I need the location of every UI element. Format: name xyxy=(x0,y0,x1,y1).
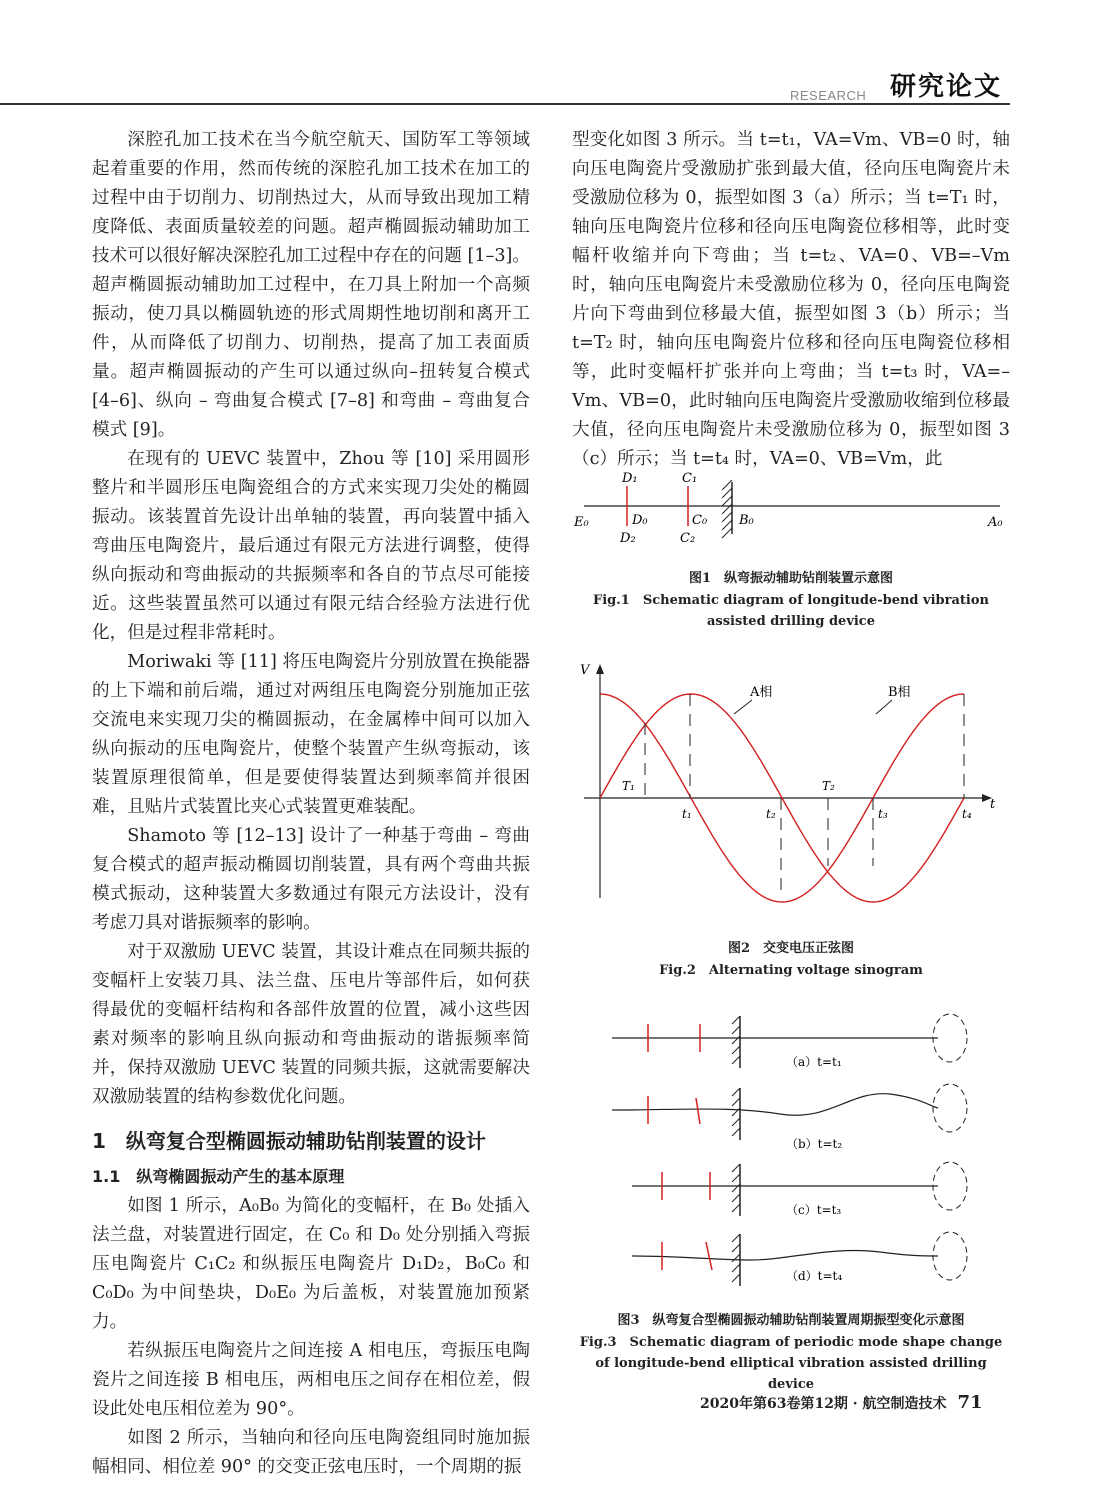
subsection-title: 1.1 纵弯椭圆振动产生的基本原理 xyxy=(92,1167,345,1186)
label-c1: C₁ xyxy=(682,471,698,486)
label-c0: C₀ xyxy=(692,513,708,528)
mode-a-label: （a）t=t₁ xyxy=(786,1055,842,1069)
label-a0: A₀ xyxy=(988,515,1003,530)
mode-b-label: （b）t=t₂ xyxy=(786,1137,843,1151)
page-number: 71 xyxy=(957,1392,983,1413)
paragraph: 对于双激励 UEVC 装置，其设计难点在同频共振的变幅杆上安装刀具、法兰盘、压电片等部件后，如何获得最优的变幅杆结构和各部件放置的位置，减小这些因素对频率的影响且纵向振动和弯曲振动的谐振频率简并，保持双激励 UEVC 装置的同频共振，这就需要解决双激励装置的结构参数优化问题。 xyxy=(92,942,530,1107)
figure-1 xyxy=(572,462,1010,554)
paragraph: 如图 1 所示，A₀B₀ 为简化的变幅杆，在 B₀ 处插入法兰盘，对装置进行固定，在 C₀ 和 D₀ 处分别插入弯振压电陶瓷片 C₁C₂ 和纵振压电陶瓷片 D₁D₂，B₀C₀ 和 C₀D₀ 为中间垫块，D₀E₀ 为后盖板，对装置施加预紧力。 xyxy=(92,1196,530,1332)
header-section-zh: 研究论文 xyxy=(890,72,1003,102)
mode-c-label: （c）t=t₃ xyxy=(786,1203,842,1217)
figure-3-caption-en: Fig.3 Schematic diagram of periodic mode shape change of longitude-bend elliptical vibration assisted drilling device xyxy=(579,1335,1003,1392)
left-column xyxy=(92,126,530,1482)
label-c2: C₂ xyxy=(680,531,696,546)
figure-1-caption-zh: 图1 纵弯振动辅助钻削装置示意图 xyxy=(688,571,894,586)
paragraph: Shamoto 等 [12–13] 设计了一种基于弯曲 – 弯曲复合模式的超声振动椭圆切削装置，具有两个弯曲共振模式振动，这种装置大多数通过有限元方法设计，没有考虑刀具对谐振频率的影响。 xyxy=(92,826,530,933)
label-d1: D₁ xyxy=(622,471,638,486)
series-b-label: B相 xyxy=(888,685,911,700)
header-rule xyxy=(0,103,1010,105)
header-section-en: RESEARCH xyxy=(790,88,867,103)
label-d0: D₀ xyxy=(632,513,648,528)
axis-label-t: t xyxy=(990,797,996,812)
axis-label-v: V xyxy=(580,663,590,678)
journal-info: 2020年第63卷第12期 · 航空制造技术 xyxy=(700,1396,947,1412)
figure-1-caption-en: Fig.1 Schematic diagram of longitude-bend vibration assisted drilling device xyxy=(593,593,989,629)
label-t3: t₃ xyxy=(878,807,888,821)
paragraph: 深腔孔加工技术在当今航空航天、国防军工等领域起着重要的作用，然而传统的深腔孔加工技术在加工的过程中由于切削力、切削热过大，从而导致出现加工精度降低、表面质量较差的问题。超声椭圆振动辅助加工技术可以很好解决深腔孔加工过程中存在的问题 [1–3]。超声椭圆振动辅助加工过程中，在刀具上附加一个高频振动，使刀具以椭圆轨迹的形式周期性地切削和离开工件，从而降低了切削力、切削热，提高了加工表面质量。超声椭圆振动的产生可以通过纵向–扭转复合模式 [4–6]、纵向 – 弯曲复合模式 [7–8] 和弯曲 – 弯曲复合模式 [9]。 xyxy=(92,130,530,440)
page-footer xyxy=(700,1392,983,1413)
label-T1: T₁ xyxy=(622,779,635,793)
right-column xyxy=(572,126,1010,474)
paragraph: 在现有的 UEVC 装置中，Zhou 等 [10] 采用圆形整片和半圆形压电陶瓷组合的方式来实现刀尖处的椭圆振动。该装置首先设计出单轴的装置，再向装置中插入弯曲压电陶瓷片，最后通过有限元方法进行调整，使得纵向振动和弯曲振动的共振频率和各自的节点尽可能接近。这些装置虽然可以通过有限元结合经验方法进行优化，但是过程非常耗时。 xyxy=(92,449,530,643)
paragraph: Moriwaki 等 [11] 将压电陶瓷片分别放置在换能器的上下端和前后端，通过对两组压电陶瓷分别施加正弦交流电来实现刀尖的椭圆振动，在金属棒中间可以加入纵向振动的压电陶瓷片，使整个装置产生纵弯振动，该装置原理很简单，但是要使得装置达到频率简并很困难，且贴片式装置比夹心式装置更难装配。 xyxy=(92,652,530,817)
label-t1: t₁ xyxy=(682,807,692,821)
mode-d-label: （d）t=t₄ xyxy=(786,1269,843,1283)
figure-2-caption-zh: 图2 交变电压正弦图 xyxy=(727,941,855,956)
figure-3 xyxy=(600,1010,980,1300)
series-a-label: A相 xyxy=(750,685,773,700)
label-T2: T₂ xyxy=(822,779,835,793)
figure-3-caption-zh: 图3 纵弯复合型椭圆振动辅助钻削装置周期振型变化示意图 xyxy=(617,1313,965,1328)
figure-2 xyxy=(572,658,1010,906)
paragraph: 若纵振压电陶瓷片之间连接 A 相电压，弯振压电陶瓷片之间连接 B 相电压，两相电压之间存在相位差，假设此处电压相位差为 90°。 xyxy=(92,1341,530,1419)
label-t2: t₂ xyxy=(766,807,776,821)
paragraph: 如图 2 所示，当轴向和径向压电陶瓷组同时施加振幅相同、相位差 90° 的交变正弦电压时，一个周期的振 xyxy=(92,1428,530,1477)
label-b0: B₀ xyxy=(739,513,754,528)
label-d2: D₂ xyxy=(620,531,636,546)
figure-2-caption-en: Fig.2 Alternating voltage sinogram xyxy=(659,963,923,978)
paragraph: 型变化如图 3 所示。当 t=t₁，VA=Vm、VB=0 时，轴向压电陶瓷片受激励扩张到最大值，径向压电陶瓷片未受激励位移为 0，振型如图 3（a）所示；当 t=T₁ 时，轴向压电陶瓷片位移和径向压电陶瓷位移相等，此时变幅杆收缩并向下弯曲；当 t=t₂、VA=0、VB=–Vm 时，轴向压电陶瓷片未受激励位移为 0，径向压电陶瓷片向下弯曲到位移最大值，振型如图 3（b）所示；当 t=T₂ 时，轴向压电陶瓷片位移和径向压电陶瓷位移相等，此时变幅杆扩张并向上弯曲；当 t=t₃ 时，VA=–Vm、VB=0，此时轴向压电陶瓷片受激励收缩到位移最大值，径向压电陶瓷片未受激励位移为 0，振型如图 3（c）所示；当 t=t₄ 时，VA=0、VB=Vm，此 xyxy=(572,130,1010,469)
label-t4: t₄ xyxy=(962,807,972,821)
section-title: 1 纵弯复合型椭圆振动辅助钻削装置的设计 xyxy=(92,1129,486,1153)
label-e0: E₀ xyxy=(574,515,589,530)
